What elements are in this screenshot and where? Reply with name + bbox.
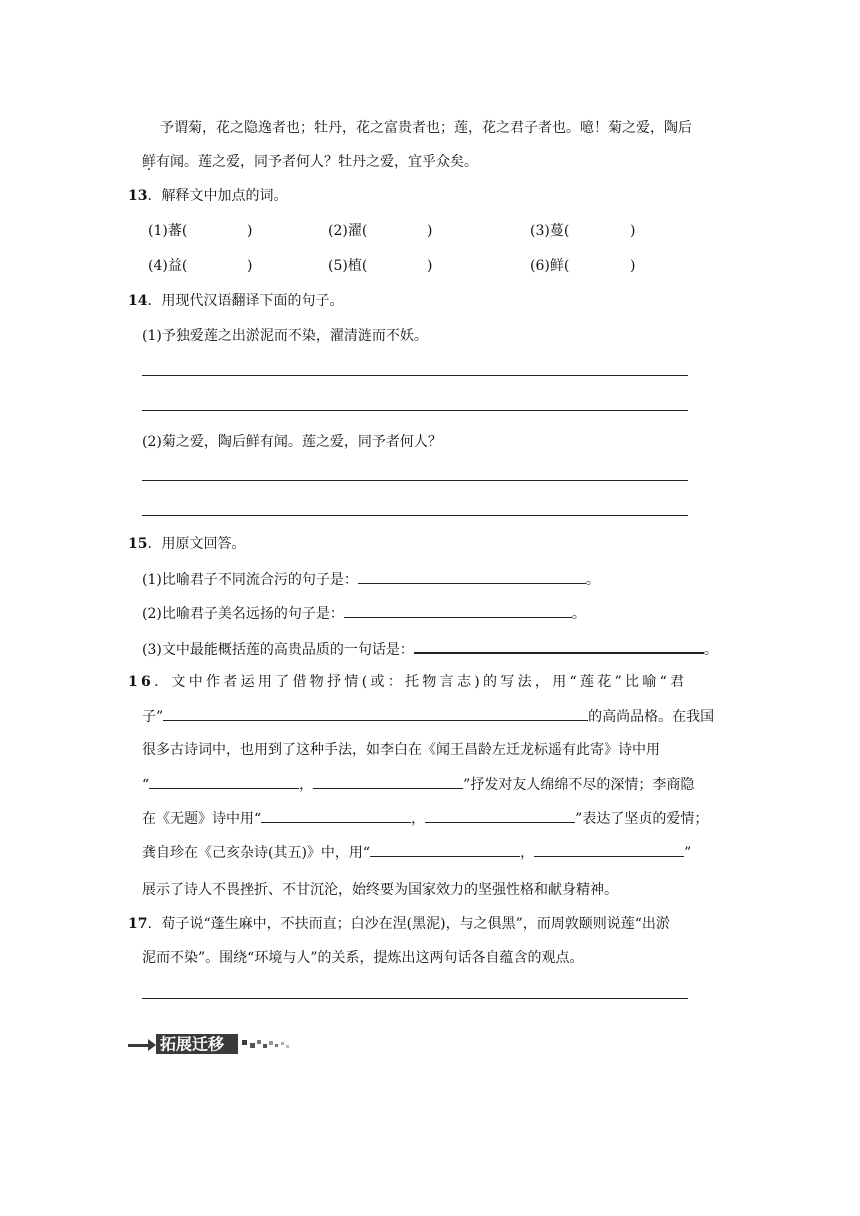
q13-item-label: (1)蕃( (148, 223, 188, 239)
q16-text: 的高尚品格。在我国 (588, 709, 715, 725)
q14-sentence-1: (1)予独爱莲之出淤泥而不染，濯清涟而不妖。 (142, 328, 428, 344)
q13-item-3-close: ) (630, 223, 636, 239)
q16-text: 在《无题》诗中用“ (142, 811, 262, 827)
fill-blank[interactable] (425, 808, 575, 823)
q14-sentence-2: (2)菊之爱，陶后鲜有闻。莲之爱，同予者何人？ (142, 434, 442, 450)
passage-line-2-text: 有闻。莲之爱，同予者何人？牡丹之爱，宜乎众矣。 (156, 154, 478, 170)
pixel-decor (281, 1042, 284, 1045)
q15-end: 。 (571, 606, 586, 622)
q13-item-5: (5)植( (328, 258, 368, 274)
question-16-line-5 (142, 808, 708, 829)
banner-graphic (126, 1030, 296, 1056)
q15-prompt: (2)比喻君子美名远扬的句子是： (142, 606, 344, 622)
passage-line-1: 予谓菊，花之隐逸者也；牡丹，花之富贵者也；莲，花之君子者也。噫！菊之爱，陶后 (160, 120, 692, 136)
passage-line-2 (142, 152, 478, 172)
fill-blank[interactable] (313, 774, 463, 789)
fill-blank[interactable] (344, 603, 572, 618)
q13-item-1 (148, 221, 187, 241)
question-text: ．文中作者运用了借物抒情(或：托物言志)的写法，用“莲花”比喻“君 (154, 674, 688, 690)
question-text: ．荀子说“蓬生麻中，不扶而直；白沙在涅(黑泥)，与之俱黑”，而周敦颐则说莲“出淤 (147, 916, 670, 932)
question-text: ．用现代汉语翻译下面的句子。 (147, 293, 344, 309)
question-13 (128, 186, 287, 206)
question-16-line-3: 很多古诗词中，也用到了这种手法，如李白在《闻王昌龄左迁龙标遥有此寄》诗中用 (142, 742, 660, 758)
fill-blank[interactable] (358, 569, 586, 584)
q13-item-4: (4)益( (148, 258, 188, 274)
fill-blank[interactable] (534, 842, 684, 857)
pixel-decor (257, 1040, 261, 1044)
question-16-line-4 (142, 774, 694, 795)
section-banner (126, 1030, 296, 1056)
answer-line[interactable] (142, 998, 688, 999)
q15-end: 。 (585, 572, 600, 588)
q16-text: ， (411, 811, 426, 827)
q16-text: ， (520, 845, 535, 861)
question-16-line-2 (142, 706, 714, 727)
question-number: 17 (128, 916, 148, 932)
question-number: 15 (128, 536, 148, 552)
question-17-line-2: 泥而不染”。围绕“环境与人”的关系，提炼出这两句话各自蕴含的观点。 (142, 950, 584, 966)
fill-blank[interactable] (163, 706, 588, 721)
q15-prompt: (1)比喻君子不同流合污的句子是： (142, 572, 358, 588)
q16-text: 龚自珍在《己亥杂诗(其五)》中，用“ (142, 845, 371, 861)
q13-item-5-close: ) (427, 258, 433, 274)
pixel-decor (269, 1041, 273, 1045)
q13-item-6-close: ) (630, 258, 636, 274)
question-16-line-6 (142, 842, 691, 863)
answer-line[interactable] (142, 515, 688, 516)
q13-item-1-close: ) (247, 223, 253, 239)
q15-item-3 (142, 638, 718, 660)
pixel-decor (275, 1044, 278, 1047)
question-16-line-1 (128, 672, 687, 692)
question-text: ．解释文中加点的词。 (147, 188, 288, 204)
question-17-line-1 (128, 914, 670, 934)
pixel-decor (242, 1040, 247, 1045)
q15-end: 。 (703, 642, 718, 658)
question-number: 14 (128, 293, 148, 309)
question-14 (128, 291, 343, 311)
dotted-char: 鲜 (142, 154, 156, 170)
answer-line[interactable] (142, 375, 688, 376)
fill-blank[interactable] (149, 774, 299, 789)
arrow-icon (128, 1039, 156, 1051)
pixel-decor (250, 1043, 255, 1048)
q16-text: ”抒发对友人绵绵不尽的深情；李商隐 (463, 777, 695, 793)
q15-item-2 (142, 603, 586, 624)
q13-item-3: (3)蔓( (530, 223, 570, 239)
pixel-decor (263, 1044, 267, 1048)
q15-prompt: (3)文中最能概括莲的高贵品质的一句话是： (142, 642, 414, 658)
answer-line[interactable] (142, 480, 688, 481)
q13-item-2-close: ) (427, 223, 433, 239)
q16-text: “ (142, 777, 150, 793)
q13-item-2: (2)濯( (328, 223, 368, 239)
q16-text: ” (684, 845, 692, 861)
question-number: 13 (128, 188, 148, 204)
q13-item-4-close: ) (247, 258, 253, 274)
question-number: 16 (128, 674, 155, 690)
section-title: 拓展迁移 (160, 1034, 225, 1054)
pixel-decor (286, 1045, 289, 1048)
q13-item-6: (6)鲜( (530, 258, 570, 274)
q16-text: 子” (142, 709, 164, 725)
question-15 (128, 534, 245, 554)
fill-blank[interactable] (414, 638, 704, 654)
fill-blank[interactable] (370, 842, 520, 857)
q16-text: ， (299, 777, 314, 793)
answer-line[interactable] (142, 410, 688, 411)
q15-item-1 (142, 569, 600, 590)
q16-text: ”表达了坚贞的爱情； (575, 811, 709, 827)
fill-blank[interactable] (261, 808, 411, 823)
question-16-line-7: 展示了诗人不畏挫折、不甘沉沦，始终要为国家效力的坚强性格和献身精神。 (142, 882, 618, 898)
question-text: ．用原文回答。 (147, 536, 246, 552)
